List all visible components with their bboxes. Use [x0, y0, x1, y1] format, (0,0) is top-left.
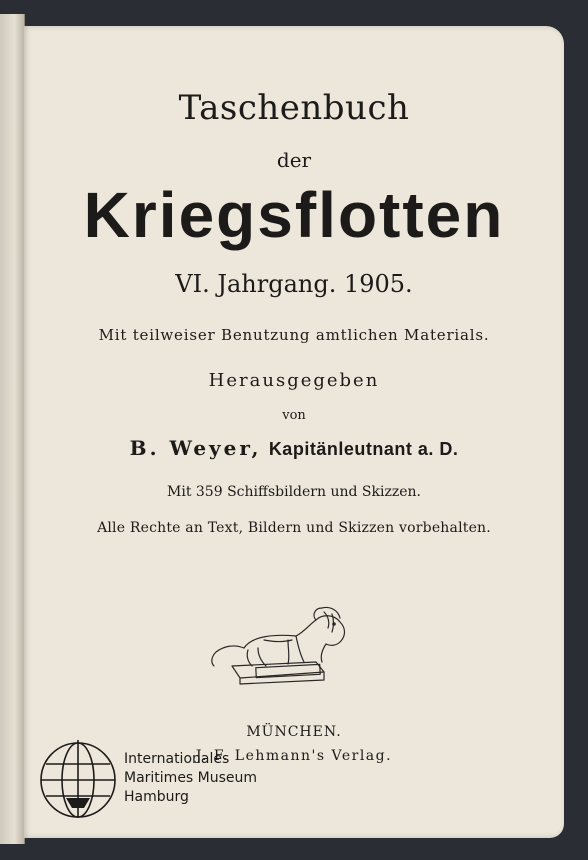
watermark-line-3: Hamburg: [124, 789, 189, 805]
illustrations-note: Mit 359 Schiffsbildern und Skizzen.: [167, 484, 421, 500]
editor-label: Herausgegeben: [208, 370, 380, 391]
author-name: B. Weyer,: [129, 436, 262, 460]
rights-note: Alle Rechte an Text, Bildern und Skizzen vorbehalten.: [97, 520, 491, 536]
watermark-line-1: Internationales: [124, 751, 230, 767]
edition-line: VI. Jahrgang. 1905.: [175, 270, 413, 298]
title-line-2: der: [276, 148, 312, 172]
title-line-1: Taschenbuch: [178, 88, 410, 128]
imprint-city: MÜNCHEN.: [246, 724, 342, 740]
title-main: Kriegsflotten: [83, 179, 505, 251]
author-line: [24, 436, 564, 460]
author-rank: Kapitänleutnant a. D.: [268, 439, 459, 459]
source-note: Mit teilweiser Benutzung amtlichen Materials.: [98, 326, 490, 344]
watermark-line-2: Maritimes Museum: [124, 770, 258, 786]
lion-emblem-icon: [204, 596, 354, 686]
book-spine: [0, 14, 25, 844]
by-label: von: [282, 408, 306, 423]
ship-globe-icon: [38, 738, 118, 820]
imprint-publisher: J. F. Lehmann's Verlag.: [195, 748, 393, 764]
title-page: [24, 26, 564, 838]
museum-watermark: [124, 750, 257, 807]
